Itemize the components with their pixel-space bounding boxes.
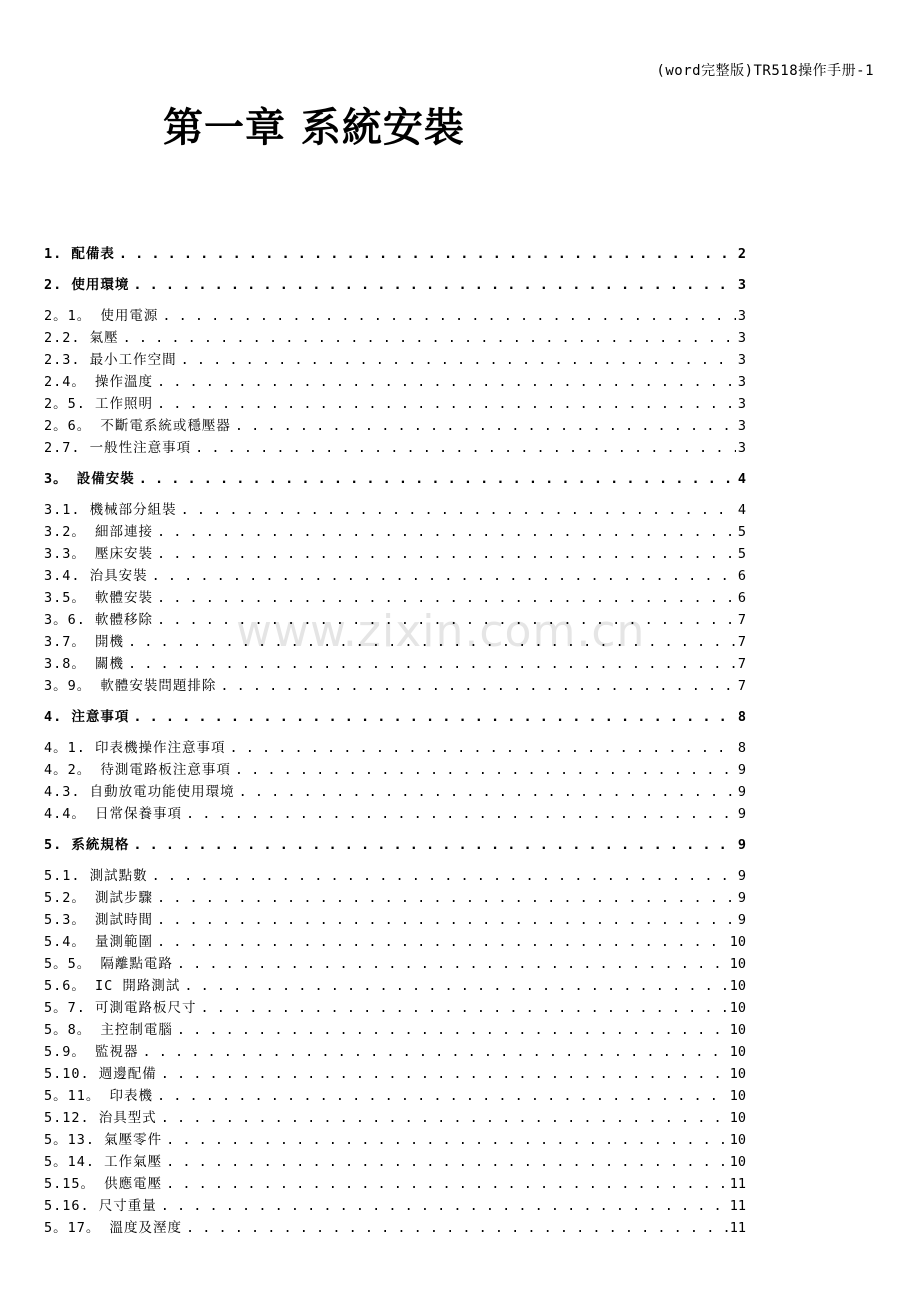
toc-entry-label: 3.3。 壓床安裝 [44,546,154,562]
toc-subsection-entry[interactable] [44,349,746,371]
toc-subsection-entry[interactable] [44,737,746,759]
toc-subsection-entry[interactable] [44,1129,746,1151]
toc-section-entry[interactable] [44,274,746,296]
toc-page-number: 7 [737,678,746,694]
toc-subsection-entry[interactable] [44,781,746,803]
toc-page-number: 6 [737,590,746,606]
toc-subsection-entry[interactable] [44,909,746,931]
toc-subsection-entry[interactable] [44,305,746,327]
toc-entry-label: 2. 使用環境 [44,277,130,293]
toc-dot-leader [133,706,735,728]
toc-page-number: 9 [737,784,746,800]
toc-dot-leader [133,274,735,296]
toc-section-entry[interactable] [44,243,746,265]
toc-page-number: 10 [729,1044,746,1060]
toc-entry-label: 5。17。 溫度及溼度 [44,1220,183,1236]
toc-dot-leader [143,1041,728,1063]
toc-entry-label: 5.3。 測試時間 [44,912,154,928]
toc-dot-leader [157,1085,728,1107]
toc-subsection-entry[interactable] [44,1063,746,1085]
toc-dot-leader [152,565,736,587]
toc-entry-label: 2.2. 氣壓 [44,330,119,346]
toc-page-number: 5 [737,524,746,540]
toc-dot-leader [195,437,736,459]
toc-entry-label: 5。5。 隔離點電路 [44,956,173,972]
toc-subsection-entry[interactable] [44,1019,746,1041]
toc-entry-label: 2.7. 一般性注意事項 [44,440,192,456]
toc-entry-label: 3.2。 細部連接 [44,524,154,540]
toc-dot-leader [157,393,736,415]
toc-dot-leader [157,887,736,909]
toc-entry-label: 2。6。 不斷電系統或穩壓器 [44,418,231,434]
toc-dot-leader [181,349,736,371]
toc-entry-label: 3.5。 軟體安裝 [44,590,154,606]
toc-page-number: 2 [737,246,746,262]
toc-entry-label: 4.3. 自動放電功能使用環境 [44,784,235,800]
toc-entry-label: 5.6。 IC 開路測試 [44,978,181,994]
toc-dot-leader [157,931,728,953]
toc-entry-label: 5.9。 監視器 [44,1044,139,1060]
toc-dot-leader [157,587,736,609]
toc-subsection-entry[interactable] [44,393,746,415]
table-of-contents [44,243,746,1239]
toc-subsection-entry[interactable] [44,543,746,565]
toc-subsection-entry[interactable] [44,1041,746,1063]
toc-page-number: 3 [737,440,746,456]
toc-page-number: 6 [737,568,746,584]
toc-entry-label: 3.4. 治具安裝 [44,568,148,584]
toc-subsection-entry[interactable] [44,931,746,953]
toc-entry-label: 2。1。 使用電源 [44,308,159,324]
toc-page-number: 10 [729,1154,746,1170]
toc-dot-leader [161,1107,728,1129]
toc-subsection-entry[interactable] [44,609,746,631]
toc-entry-label: 5.16. 尺寸重量 [44,1198,157,1214]
toc-entry-label: 4。1. 印表機操作注意事項 [44,740,226,756]
toc-subsection-entry[interactable] [44,759,746,781]
toc-dot-leader [186,1217,728,1239]
toc-entry-label: 5。13. 氣壓零件 [44,1132,163,1148]
toc-page-number: 4 [737,471,746,487]
toc-dot-leader [220,675,735,697]
toc-page-number: 9 [737,762,746,778]
toc-subsection-entry[interactable] [44,1217,746,1239]
toc-subsection-entry[interactable] [44,1151,746,1173]
toc-subsection-entry[interactable] [44,327,746,349]
toc-page-number: 9 [737,912,746,928]
toc-entry-label: 4. 注意事項 [44,709,130,725]
toc-entry-label: 2。5. 工作照明 [44,396,154,412]
toc-subsection-entry[interactable] [44,631,746,653]
toc-page-number: 10 [729,956,746,972]
toc-page-number: 8 [737,740,746,756]
toc-page-number: 10 [729,1066,746,1082]
toc-dot-leader [166,1151,728,1173]
toc-subsection-entry[interactable] [44,499,746,521]
toc-dot-leader [162,305,735,327]
toc-subsection-entry[interactable] [44,803,746,825]
toc-subsection-entry[interactable] [44,1173,746,1195]
toc-entry-label: 3。9。 軟體安裝問題排除 [44,678,217,694]
toc-dot-leader [157,909,736,931]
toc-dot-leader [128,631,736,653]
toc-dot-leader [133,834,735,856]
toc-entry-label: 5。8。 主控制電腦 [44,1022,173,1038]
toc-page-number: 3 [737,277,746,293]
toc-dot-leader [157,609,736,631]
toc-page-number: 10 [729,1088,746,1104]
toc-dot-leader [157,371,736,393]
toc-entry-label: 5. 系統規格 [44,837,130,853]
toc-entry-label: 5。7. 可測電路板尺寸 [44,1000,197,1016]
toc-page-number: 10 [729,1022,746,1038]
toc-page-number: 9 [737,837,746,853]
toc-dot-leader [230,737,736,759]
toc-page-number: 7 [737,612,746,628]
toc-page-number: 10 [729,1110,746,1126]
watermark-text: www.zixin.com.cn [236,606,646,657]
toc-page-number: 4 [737,502,746,518]
toc-entry-label: 2.3. 最小工作空間 [44,352,177,368]
toc-section-entry[interactable] [44,834,746,856]
toc-dot-leader [152,865,736,887]
toc-entry-label: 3.7。 開機 [44,634,125,650]
toc-dot-leader [201,997,728,1019]
toc-subsection-entry[interactable] [44,521,746,543]
toc-page-number: 3 [737,374,746,390]
toc-page-number: 9 [737,806,746,822]
toc-dot-leader [161,1195,728,1217]
toc-entry-label: 5。14. 工作氣壓 [44,1154,163,1170]
toc-subsection-entry[interactable] [44,997,746,1019]
toc-entry-label: 3.1. 機械部分組裝 [44,502,177,518]
toc-dot-leader [235,415,736,437]
chapter-title: 第一章 系統安裝 [163,105,465,151]
toc-page-number: 10 [729,1000,746,1016]
toc-subsection-entry[interactable] [44,415,746,437]
toc-dot-leader [186,803,736,825]
toc-subsection-entry[interactable] [44,887,746,909]
toc-dot-leader [177,953,728,975]
toc-dot-leader [166,1129,728,1151]
toc-subsection-entry[interactable] [44,653,746,675]
toc-page-number: 7 [737,656,746,672]
toc-section-entry[interactable] [44,706,746,728]
toc-dot-leader [161,1063,728,1085]
toc-page-number: 11 [729,1198,746,1214]
toc-page-number: 5 [737,546,746,562]
toc-dot-leader [181,499,736,521]
toc-dot-leader [139,468,736,490]
toc-entry-label: 4.4。 日常保養事項 [44,806,183,822]
toc-page-number: 10 [729,1132,746,1148]
toc-dot-leader [128,653,736,675]
toc-dot-leader [157,521,736,543]
toc-entry-label: 5。11。 印表機 [44,1088,154,1104]
toc-subsection-entry[interactable] [44,565,746,587]
toc-entry-label: 3.8。 關機 [44,656,125,672]
toc-page-number: 7 [737,634,746,650]
toc-entry-label: 5.10. 週邊配備 [44,1066,157,1082]
toc-entry-label: 5.4。 量測範圍 [44,934,154,950]
toc-page-number: 10 [729,934,746,950]
toc-subsection-entry[interactable] [44,865,746,887]
toc-entry-label: 2.4。 操作溫度 [44,374,154,390]
toc-dot-leader [184,975,727,997]
toc-dot-leader [166,1173,728,1195]
toc-dot-leader [235,759,736,781]
toc-page-number: 3 [737,418,746,434]
toc-section-entry[interactable] [44,468,746,490]
toc-page-number: 9 [737,868,746,884]
toc-dot-leader [123,327,736,349]
toc-page-number: 11 [729,1220,746,1236]
toc-page-number: 3 [737,352,746,368]
toc-dot-leader [239,781,736,803]
toc-subsection-entry[interactable] [44,1085,746,1107]
toc-entry-label: 3。 設備安裝 [44,471,135,487]
toc-page-number: 9 [737,890,746,906]
toc-entry-label: 5.1. 測試點數 [44,868,148,884]
toc-page-number: 3 [737,396,746,412]
toc-page-number: 3 [737,308,746,324]
toc-entry-label: 3。6. 軟體移除 [44,612,154,628]
document-header-note: (word完整版)TR518操作手册-1 [656,63,874,79]
toc-subsection-entry[interactable] [44,1107,746,1129]
toc-dot-leader [157,543,736,565]
toc-subsection-entry[interactable] [44,587,746,609]
toc-subsection-entry[interactable] [44,675,746,697]
toc-dot-leader [119,243,736,265]
toc-subsection-entry[interactable] [44,371,746,393]
toc-subsection-entry[interactable] [44,953,746,975]
toc-subsection-entry[interactable] [44,1195,746,1217]
toc-entry-label: 5.12. 治具型式 [44,1110,157,1126]
toc-entry-label: 4。2。 待測電路板注意事項 [44,762,231,778]
toc-subsection-entry[interactable] [44,975,746,997]
toc-subsection-entry[interactable] [44,437,746,459]
toc-entry-label: 5.15。 供應電壓 [44,1176,163,1192]
toc-dot-leader [177,1019,728,1041]
toc-page-number: 8 [737,709,746,725]
toc-entry-label: 1. 配備表 [44,246,115,262]
toc-entry-label: 5.2。 測試步驟 [44,890,154,906]
toc-page-number: 11 [729,1176,746,1192]
toc-page-number: 3 [737,330,746,346]
toc-page-number: 10 [729,978,746,994]
